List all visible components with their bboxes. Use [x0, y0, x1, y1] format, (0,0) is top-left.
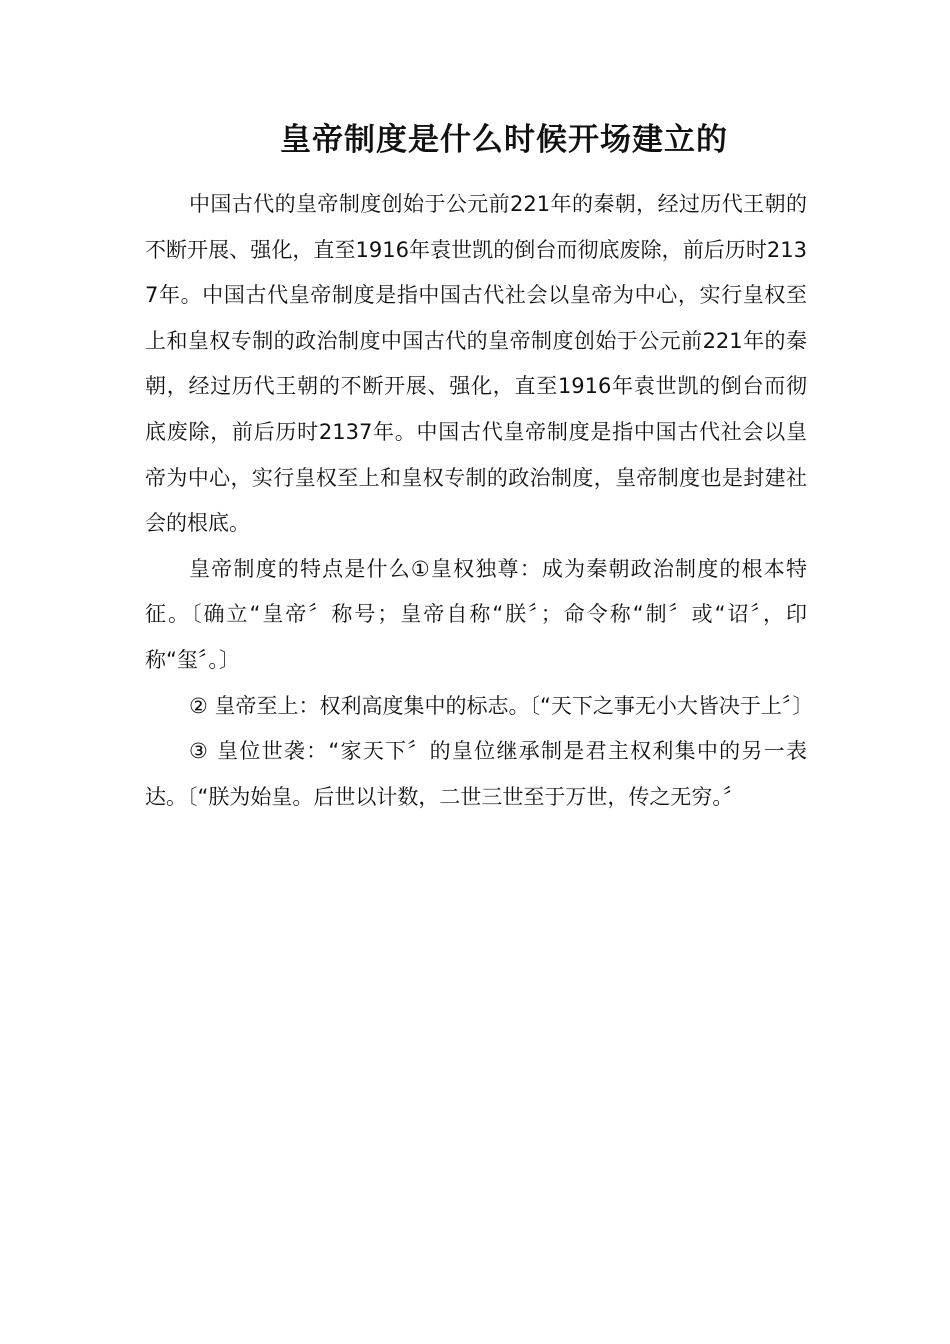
paragraph-hereditary: ③ 皇位世袭：“家天下〞的皇位继承制是君主权利集中的另一表达。〔“朕为始皇。后世以计数，二世三世至于万世，传之无穷。〞 — [145, 739, 807, 809]
paragraph-supremacy: ② 皇帝至上：权利高度集中的标志。〔“天下之事无小大皆决于上〞〕 — [189, 693, 814, 718]
paragraph-features: 皇帝制度的特点是什么①皇权独尊：成为秦朝政治制度的根本特征。〔确立“皇帝〞称号；皇帝自称“朕〞；命令称“制〞或“诏〞，印称“玺〞。〕 — [145, 556, 807, 672]
paragraph-history: 中国古代的皇帝制度创始于公元前221年的秦朝，经过历代王朝的不断开展、强化，直至1916年袁世凯的倒台而彻底废除，前后历时2137年。中国古代皇帝制度是指中国古代社会以皇帝为中心，实行皇权至上和皇权专制的政治制度中国古代的皇帝制度创始于公元前221年的秦朝，经过历代王朝的不断开展、强化，直至1916年袁世凯的倒台而彻底废除，前后历时2137年。中国古代皇帝制度是指中国古代社会以皇帝为中心，实行皇权至上和皇权专制的政治制度，皇帝制度也是封建社会的根底。 — [145, 192, 807, 536]
document-body — [145, 182, 814, 820]
document-title: 皇帝制度是什么时候开场建立的 — [280, 122, 728, 158]
